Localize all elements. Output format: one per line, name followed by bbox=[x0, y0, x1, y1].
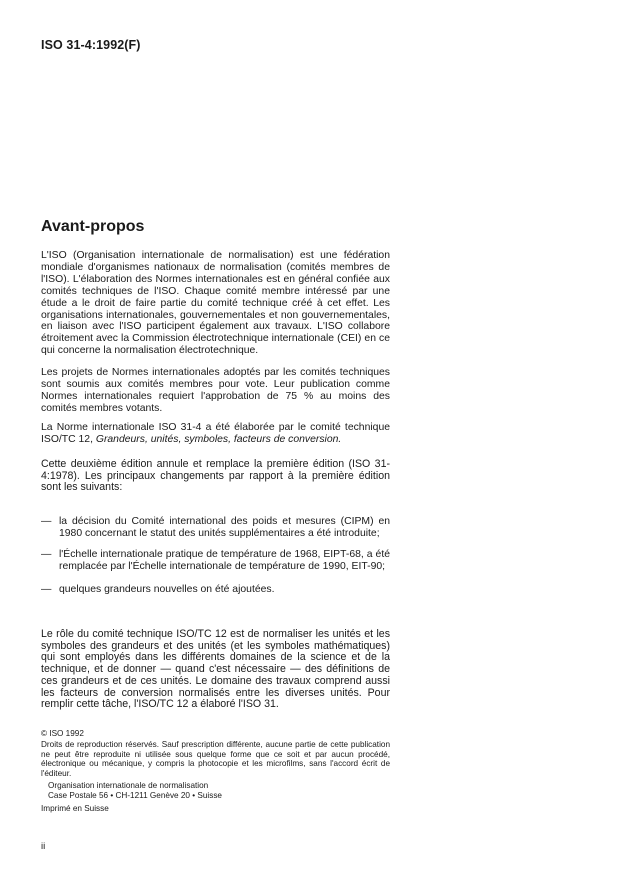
copyright-notice: © ISO 1992 bbox=[41, 729, 84, 738]
paragraph-edition: Cette deuxième édition annule et remplace la première édition (ISO 31-4:1978). Les principaux changements par rapport à la première édition sont les suivants: bbox=[41, 458, 390, 494]
list-item bbox=[41, 549, 390, 573]
section-title: Avant-propos bbox=[41, 218, 145, 235]
list-item-text: la décision du Comité international des poids et mesures (CIPM) en 1980 concernant le statut des unités supplémentaires a été introduite; bbox=[59, 516, 390, 540]
page-number: ii bbox=[41, 841, 46, 852]
copyright-rights: Droits de reproduction réservés. Sauf prescription différente, aucune partie de cette publication ne peut être reproduite ni utilisée sous quelque forme que ce soit et par aucun procédé, électronique ou mécanique, y compris la photocopie et les microfilms, sans l'accord écrit de l'éditeur. bbox=[41, 740, 390, 778]
paragraph-committee bbox=[41, 422, 390, 446]
paragraph-tc12-role: Le rôle du comité technique ISO/TC 12 est de normaliser les unités et les symboles des grandeurs et des unités (et les symboles mathématiques) qui sont employés dans les différents domaines de la science et de la technique, et de donner — quand c'est nécessaire — des définitions de ces grandeurs et de ces unités. Le domaine des travaux comprend aussi les facteurs de conversion normalisés entre les diverses unités. Pour remplir cette tâche, l'ISO/TC 12 a élaboré l'ISO 31. bbox=[41, 628, 390, 711]
publisher-address: Case Postale 56 • CH-1211 Genève 20 • Suisse bbox=[48, 791, 222, 800]
bullet-dash: — bbox=[41, 549, 52, 560]
list-item-text: l'Échelle internationale pratique de température de 1968, EIPT-68, a été remplacée par l'Échelle internationale de température de 1990, EIT-90; bbox=[59, 549, 390, 573]
list-item-text: quelques grandeurs nouvelles on été ajoutées. bbox=[59, 584, 275, 595]
list-item bbox=[41, 516, 390, 540]
paragraph-committee-title: Grandeurs, unités, symboles, facteurs de conversion. bbox=[95, 433, 342, 445]
paragraph-draft-standards: Les projets de Normes internationales adoptés par les comités techniques sont soumis aux comités membres pour vote. Leur publication comme Normes internationales requiert l'approbation de 75 % au moins des comités membres votants. bbox=[41, 367, 390, 414]
paragraph-committee-text: La Norme internationale ISO 31-4 a été élaborée par le comité technique ISO/TC 12, bbox=[41, 422, 390, 445]
list-item bbox=[41, 584, 390, 596]
bullet-dash: — bbox=[41, 584, 52, 595]
paragraph-iso-intro: L'ISO (Organisation internationale de normalisation) est une fédération mondiale d'organismes nationaux de normalisation (comités membres de l'ISO). L'élaboration des Normes internationales est en général confiée aux comités techniques de l'ISO. Chaque comité membre intéressé par une étude a le droit de faire partie du comité technique créé à cet effet. Les organisations internationales, gouvernementales et non gouvernementales, en liaison avec l'ISO participent également aux travaux. L'ISO collabore étroitement avec la Commission électrotechnique internationale (CEI) en ce qui concerne la normalisation électrotechnique. bbox=[41, 250, 390, 357]
publisher-name: Organisation internationale de normalisation bbox=[48, 781, 209, 790]
bullet-dash: — bbox=[41, 516, 52, 527]
document-id: ISO 31-4:1992(F) bbox=[41, 38, 141, 52]
printed-in: Imprimé en Suisse bbox=[41, 804, 109, 813]
